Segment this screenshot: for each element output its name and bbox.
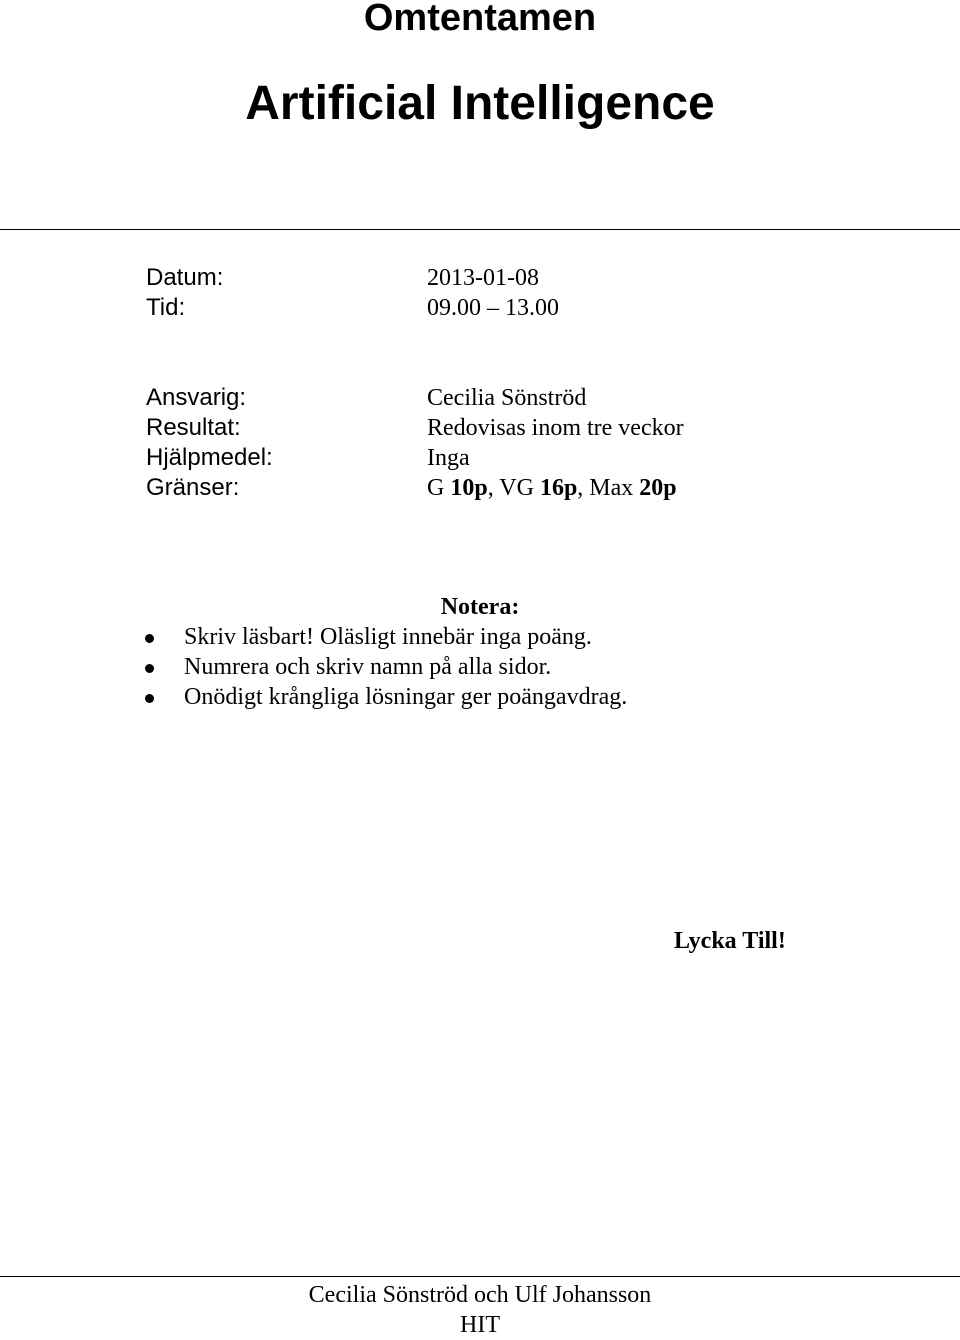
datum-value: 2013-01-08	[427, 265, 539, 291]
grade-max-points: 20p	[639, 475, 677, 501]
grade-vg-points: 16p	[539, 475, 578, 501]
notes-heading: Notera:	[440, 594, 520, 620]
grade-max-prefix: , Max	[577, 475, 640, 501]
bullet-icon	[145, 664, 154, 673]
hjalpmedel-value: Inga	[427, 445, 470, 471]
footer-divider	[0, 1276, 960, 1277]
ansvarig-value: Cecilia Sönströd	[427, 385, 587, 411]
note-text: Onödigt krångliga lösningar ger poängavdrag.	[184, 684, 628, 710]
note-text: Skriv läsbart! Oläsligt innebär inga poäng.	[184, 624, 592, 650]
hjalpmedel-label: Hjälpmedel:	[146, 444, 273, 471]
header-divider	[0, 229, 960, 230]
bullet-icon	[145, 694, 154, 703]
granser-value	[427, 473, 677, 503]
exam-type-title: Omtentamen	[363, 0, 597, 39]
note-text: Numrera och skriv namn på alla sidor.	[184, 654, 552, 680]
grade-vg-prefix: , VG	[487, 475, 540, 501]
course-title: Artificial Intelligence	[245, 77, 715, 130]
bullet-icon	[145, 634, 154, 643]
tid-value: 09.00 – 13.00	[427, 295, 559, 321]
ansvarig-label: Ansvarig:	[146, 384, 247, 411]
tid-label: Tid:	[146, 294, 186, 321]
footer-institution: HIT	[460, 1312, 500, 1338]
datum-label: Datum:	[146, 264, 224, 291]
resultat-value: Redovisas inom tre veckor	[427, 415, 684, 441]
grade-g-points: 10p	[450, 475, 488, 501]
grade-g-prefix: G	[427, 475, 451, 501]
footer-authors: Cecilia Sönströd och Ulf Johansson	[308, 1282, 652, 1308]
closing-greeting: Lycka Till!	[674, 928, 786, 954]
resultat-label: Resultat:	[146, 414, 241, 441]
granser-label: Gränser:	[146, 474, 240, 501]
